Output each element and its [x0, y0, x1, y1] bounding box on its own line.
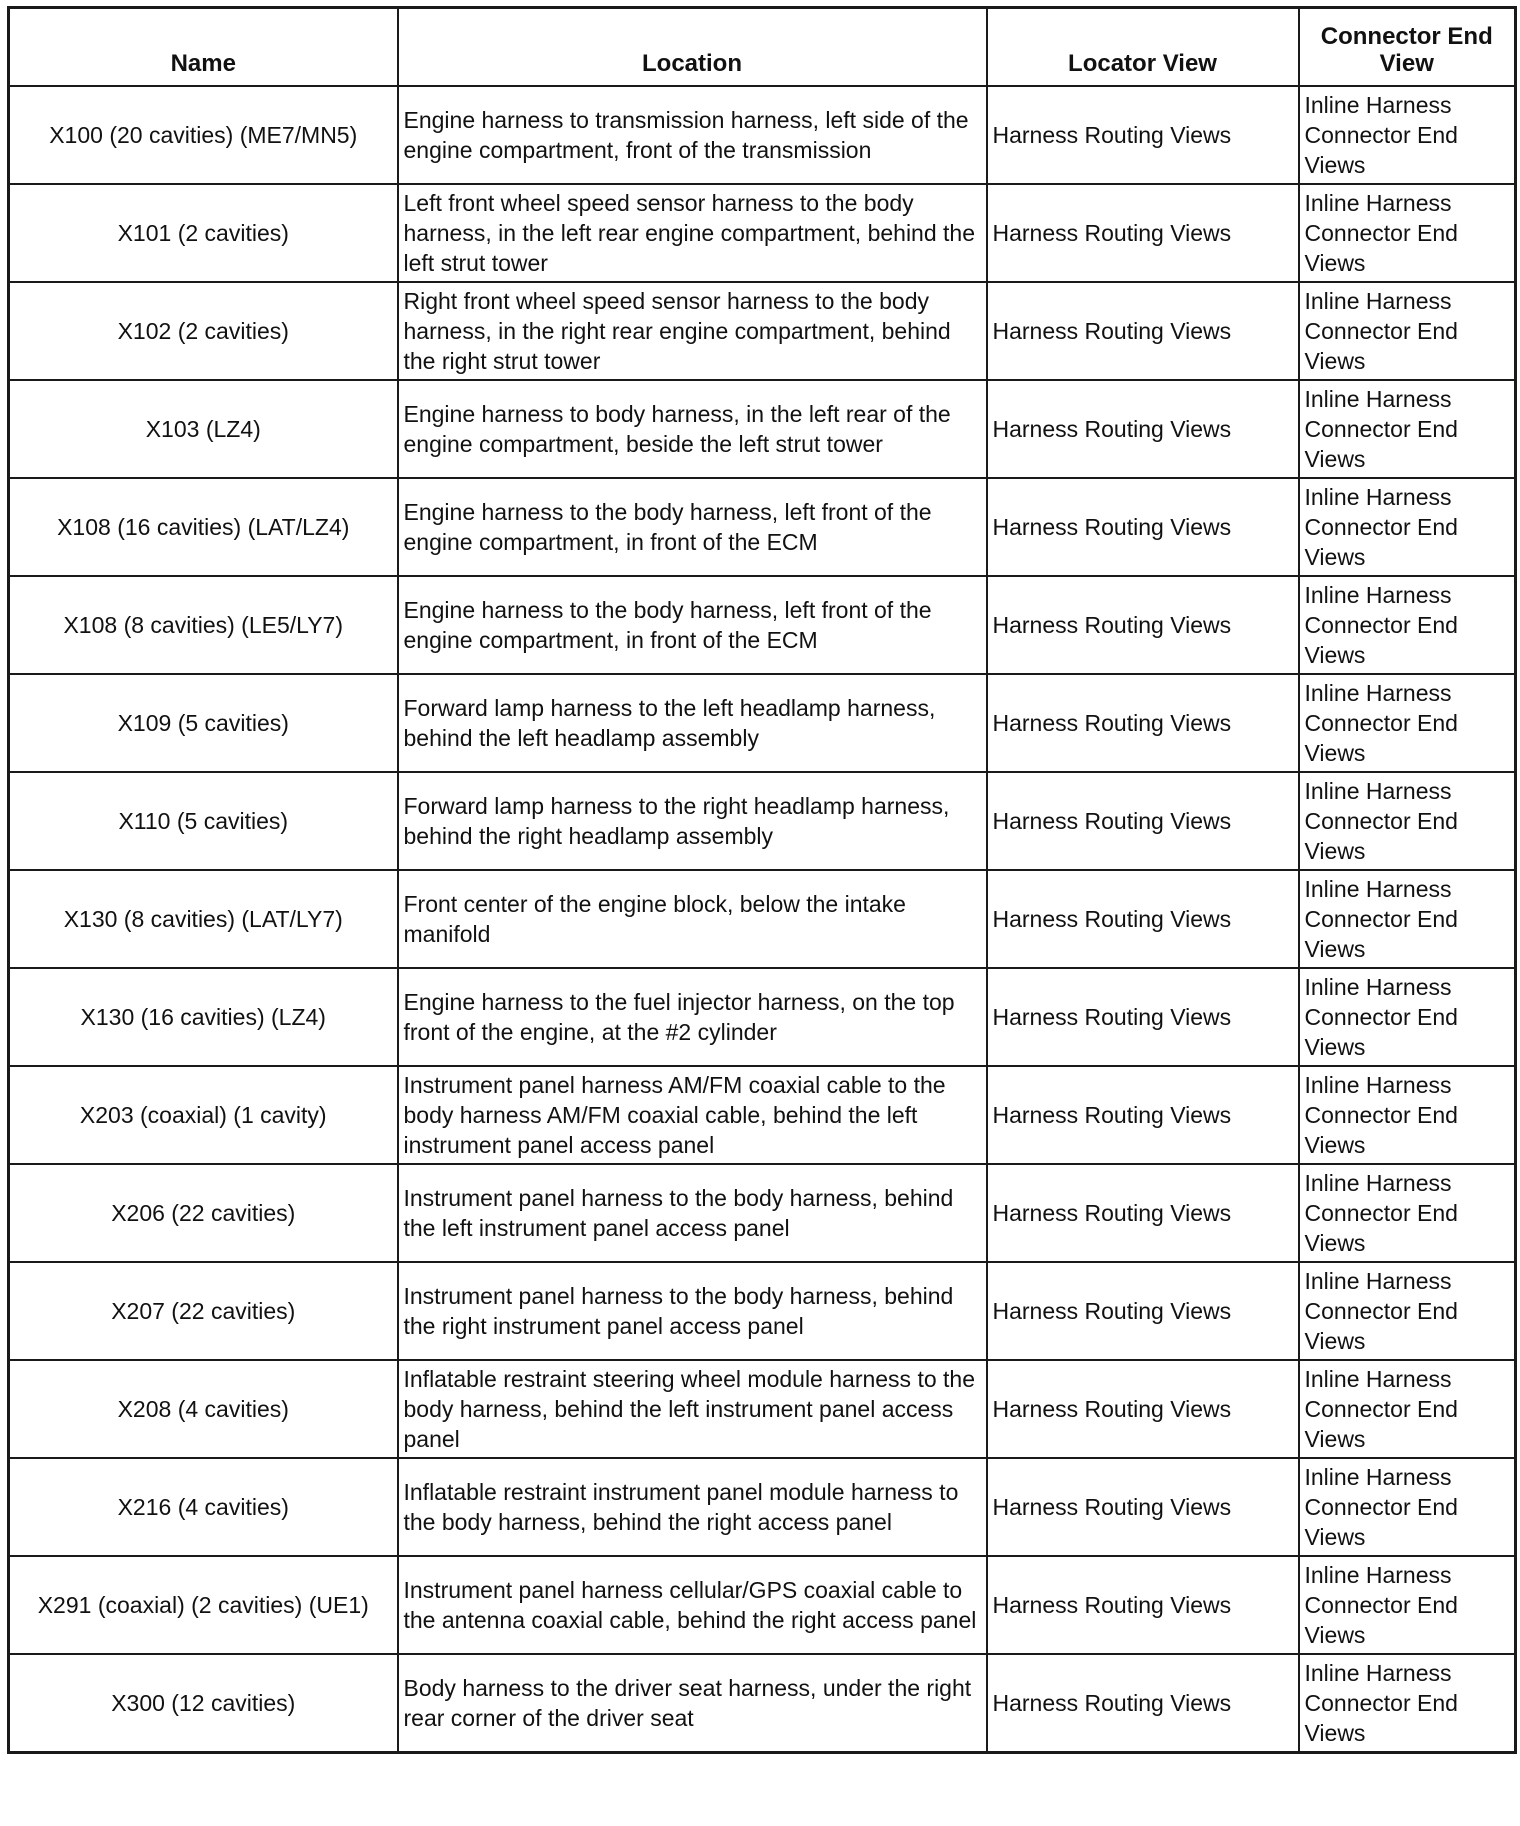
locator-view-link: Harness Routing Views: [987, 1262, 1299, 1360]
header-row: [9, 8, 1516, 87]
connector-name: X206 (22 cavities): [9, 1164, 398, 1262]
connector-list-sheet: [7, 6, 1514, 1754]
connector-end-view-link: Inline Harness Connector End Views: [1299, 478, 1516, 576]
connector-name: X103 (LZ4): [9, 380, 398, 478]
connector-name: X108 (8 cavities) (LE5/LY7): [9, 576, 398, 674]
connector-name: X203 (coaxial) (1 cavity): [9, 1066, 398, 1164]
connector-location: Forward lamp harness to the left headlamp harness, behind the left headlamp assembly: [398, 674, 987, 772]
connector-end-view-link: Inline Harness Connector End Views: [1299, 1458, 1516, 1556]
connector-end-view-link: Inline Harness Connector End Views: [1299, 576, 1516, 674]
connector-location: Engine harness to transmission harness, left side of the engine compartment, front of the transmission: [398, 86, 987, 184]
table-row: [9, 1164, 1516, 1262]
connector-location: Instrument panel harness AM/FM coaxial cable to the body harness AM/FM coaxial cable, behind the left instrument panel access panel: [398, 1066, 987, 1164]
connector-end-view-link: Inline Harness Connector End Views: [1299, 86, 1516, 184]
locator-view-link: Harness Routing Views: [987, 576, 1299, 674]
table-row: [9, 576, 1516, 674]
locator-view-link: Harness Routing Views: [987, 478, 1299, 576]
connector-location: Engine harness to the body harness, left front of the engine compartment, in front of the ECM: [398, 478, 987, 576]
connector-end-view-link: Inline Harness Connector End Views: [1299, 282, 1516, 380]
connector-location: Engine harness to the body harness, left front of the engine compartment, in front of the ECM: [398, 576, 987, 674]
table-row: [9, 478, 1516, 576]
connector-location: Right front wheel speed sensor harness to the body harness, in the right rear engine compartment, behind the right strut tower: [398, 282, 987, 380]
table-row: [9, 1556, 1516, 1654]
connector-location: Engine harness to the fuel injector harness, on the top front of the engine, at the #2 cylinder: [398, 968, 987, 1066]
connector-end-view-link: Inline Harness Connector End Views: [1299, 870, 1516, 968]
connector-end-view-link: Inline Harness Connector End Views: [1299, 1360, 1516, 1458]
connector-end-view-link: Inline Harness Connector End Views: [1299, 380, 1516, 478]
connector-location: Left front wheel speed sensor harness to the body harness, in the left rear engine compartment, behind the left strut tower: [398, 184, 987, 282]
connector-end-view-link: Inline Harness Connector End Views: [1299, 1066, 1516, 1164]
connector-end-view-link: Inline Harness Connector End Views: [1299, 1556, 1516, 1654]
locator-view-link: Harness Routing Views: [987, 184, 1299, 282]
connector-name: X130 (16 cavities) (LZ4): [9, 968, 398, 1066]
table-row: [9, 674, 1516, 772]
connector-name: X100 (20 cavities) (ME7/MN5): [9, 86, 398, 184]
connector-name: X291 (coaxial) (2 cavities) (UE1): [9, 1556, 398, 1654]
table-row: [9, 968, 1516, 1066]
table-row: [9, 184, 1516, 282]
table-row: [9, 1360, 1516, 1458]
connector-name: X207 (22 cavities): [9, 1262, 398, 1360]
connector-name: X130 (8 cavities) (LAT/LY7): [9, 870, 398, 968]
locator-view-link: Harness Routing Views: [987, 282, 1299, 380]
connector-name: X110 (5 cavities): [9, 772, 398, 870]
connector-end-view-link: Inline Harness Connector End Views: [1299, 1164, 1516, 1262]
connector-location: Body harness to the driver seat harness, under the right rear corner of the driver seat: [398, 1654, 987, 1752]
connector-end-view-link: Inline Harness Connector End Views: [1299, 772, 1516, 870]
locator-view-link: Harness Routing Views: [987, 772, 1299, 870]
locator-view-link: Harness Routing Views: [987, 870, 1299, 968]
inline-connector-table: [7, 6, 1517, 1754]
locator-view-link: Harness Routing Views: [987, 1360, 1299, 1458]
connector-location: Inflatable restraint steering wheel module harness to the body harness, behind the left instrument panel access panel: [398, 1360, 987, 1458]
table-row: [9, 870, 1516, 968]
connector-location: Inflatable restraint instrument panel module harness to the body harness, behind the right access panel: [398, 1458, 987, 1556]
connector-name: X108 (16 cavities) (LAT/LZ4): [9, 478, 398, 576]
locator-view-link: Harness Routing Views: [987, 1556, 1299, 1654]
header-name: Name: [9, 8, 398, 87]
header-locator-view: Locator View: [987, 8, 1299, 87]
connector-name: X216 (4 cavities): [9, 1458, 398, 1556]
header-location: Location: [398, 8, 987, 87]
locator-view-link: Harness Routing Views: [987, 1458, 1299, 1556]
connector-name: X109 (5 cavities): [9, 674, 398, 772]
connector-end-view-link: Inline Harness Connector End Views: [1299, 674, 1516, 772]
table-row: [9, 772, 1516, 870]
connector-location: Engine harness to body harness, in the left rear of the engine compartment, beside the left strut tower: [398, 380, 987, 478]
connector-end-view-link: Inline Harness Connector End Views: [1299, 1262, 1516, 1360]
connector-end-view-link: Inline Harness Connector End Views: [1299, 184, 1516, 282]
table-row: [9, 380, 1516, 478]
connector-location: Front center of the engine block, below the intake manifold: [398, 870, 987, 968]
connector-name: X101 (2 cavities): [9, 184, 398, 282]
locator-view-link: Harness Routing Views: [987, 674, 1299, 772]
table-row: [9, 86, 1516, 184]
locator-view-link: Harness Routing Views: [987, 1164, 1299, 1262]
locator-view-link: Harness Routing Views: [987, 968, 1299, 1066]
connector-name: X102 (2 cavities): [9, 282, 398, 380]
connector-name: X208 (4 cavities): [9, 1360, 398, 1458]
connector-location: Instrument panel harness to the body harness, behind the left instrument panel access panel: [398, 1164, 987, 1262]
table-body: [9, 86, 1516, 1752]
table-row: [9, 1066, 1516, 1164]
table-row: [9, 1262, 1516, 1360]
table-row: [9, 1458, 1516, 1556]
locator-view-link: Harness Routing Views: [987, 1066, 1299, 1164]
locator-view-link: Harness Routing Views: [987, 1654, 1299, 1752]
connector-location: Forward lamp harness to the right headlamp harness, behind the right headlamp assembly: [398, 772, 987, 870]
locator-view-link: Harness Routing Views: [987, 380, 1299, 478]
connector-end-view-link: Inline Harness Connector End Views: [1299, 968, 1516, 1066]
header-connector-end-view: Connector End View: [1299, 8, 1516, 87]
connector-location: Instrument panel harness cellular/GPS coaxial cable to the antenna coaxial cable, behind the right access panel: [398, 1556, 987, 1654]
locator-view-link: Harness Routing Views: [987, 86, 1299, 184]
connector-end-view-link: Inline Harness Connector End Views: [1299, 1654, 1516, 1752]
connector-name: X300 (12 cavities): [9, 1654, 398, 1752]
table-row: [9, 1654, 1516, 1752]
table-row: [9, 282, 1516, 380]
connector-location: Instrument panel harness to the body harness, behind the right instrument panel access panel: [398, 1262, 987, 1360]
